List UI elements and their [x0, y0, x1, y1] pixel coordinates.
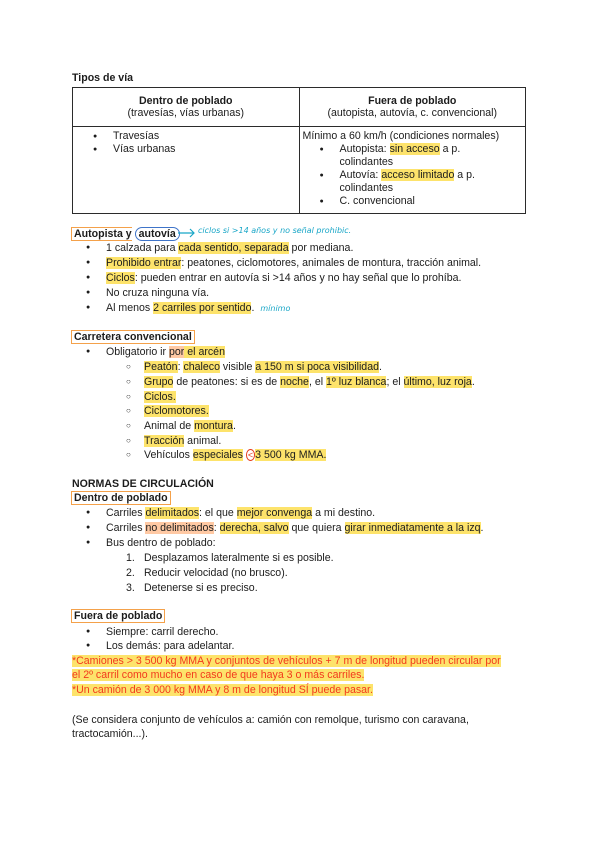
- autovia-circled: autovía: [135, 227, 180, 241]
- col1-head: Dentro de poblado: [138, 95, 233, 107]
- red-note: *Camiones > 3 500 kg MMA y conjuntos de vehículos + 7 m de longitud pueden circular por: [72, 655, 501, 667]
- step-item: Desplazamos lateralmente si es posible.: [144, 552, 334, 564]
- sub-item: ○ Peatón: chaleco visible a 150 m si poca visibilidad.: [144, 360, 382, 374]
- list-item: ● Vías urbanas: [113, 143, 175, 156]
- tipos-via-table: [72, 87, 526, 214]
- sub-item: ○ Grupo de peatones: si es de noche, el 1º luz blanca; el último, luz roja.: [144, 375, 475, 389]
- list-item: ● Los demás: para adelantar.: [106, 639, 234, 653]
- handwritten-note: ciclos si >14 años y no señal prohibic.: [198, 226, 352, 235]
- step-number: 3.: [126, 582, 135, 594]
- normas-title: NORMAS DE CIRCULACIÓN: [72, 478, 214, 490]
- list-item: ● C. convencional: [340, 195, 415, 208]
- list-item-cont: colindantes: [339, 182, 394, 194]
- sub-item: ○ Animal de montura.: [144, 419, 236, 433]
- list-item: ● No cruza ninguna vía.: [106, 286, 209, 300]
- red-note: *Un camión de 3 000 kg MMA y 8 m de longitud SÍ puede pasar.: [72, 684, 373, 696]
- handwritten-note: mínimo: [260, 304, 291, 313]
- table-header-fuera: [299, 88, 526, 127]
- note-line: (Se considera conjunto de vehículos a: camión con remolque, turismo con caravana,: [72, 714, 469, 726]
- sub-item: ○ Vehículos especiales < 3 500 kg MMA.: [144, 448, 326, 462]
- list-item: ● Siempre: carril derecho.: [106, 625, 218, 639]
- col2-sub: (autopista, autovía, c. convencional): [327, 107, 498, 119]
- list-item: ● Prohibido entrar: peatones, ciclomotores, animales de montura, tracción animal.: [106, 256, 481, 270]
- col1-sub: (travesías, vías urbanas): [127, 107, 245, 119]
- sub-item: ○ Ciclomotores.: [144, 404, 209, 418]
- carretera-heading: Carretera convencional: [71, 330, 195, 344]
- list-item: ● 1 calzada para cada sentido, separada por mediana.: [106, 241, 353, 255]
- autopista-heading: Autopista y autovía: [71, 227, 180, 241]
- list-item: ● Al menos 2 carriles por sentido. mínimo: [106, 301, 290, 316]
- list-item: ● Travesías: [113, 130, 159, 143]
- list-item-cont: colindantes: [339, 156, 394, 168]
- tipos-via-title: Tipos de vía: [72, 72, 134, 84]
- col2-head: Fuera de poblado: [368, 95, 457, 107]
- step-number: 1.: [126, 552, 135, 564]
- list-item: ● Carriles delimitados: el que mejor convenga a mi destino.: [106, 506, 375, 520]
- table-cell-fuera: [299, 127, 526, 214]
- note-line: tractocamión...).: [72, 728, 148, 740]
- list-item: ● Obligatorio ir por el arcén: [106, 345, 225, 359]
- sub-item: ○ Ciclos.: [144, 390, 176, 404]
- list-item: ● Autopista: sin acceso a p.: [340, 143, 461, 156]
- sub-item: ○ Tracción animal.: [144, 434, 221, 448]
- less-than-circled: <: [247, 450, 254, 460]
- step-item: Detenerse si es preciso.: [144, 582, 258, 594]
- list-item: ● Ciclos: pueden entrar en autovía si >14 años y no hay señal que lo prohíba.: [106, 271, 461, 285]
- fuera-heading: Fuera de poblado: [71, 609, 165, 623]
- col2-intro: Mínimo a 60 km/h (condiciones normales): [302, 130, 500, 142]
- table-header-dentro: [73, 88, 300, 127]
- dentro-heading: Dentro de poblado: [71, 491, 171, 505]
- step-item: Reducir velocidad (no brusco).: [144, 567, 288, 579]
- arrow-icon: [176, 226, 198, 240]
- list-item: ● Autovía: acceso limitado a p.: [340, 169, 475, 182]
- red-note: el 2º carril como mucho en caso de que haya 3 o más carriles.: [72, 669, 365, 681]
- table-cell-dentro: [73, 127, 300, 214]
- step-number: 2.: [126, 567, 135, 579]
- list-item: ● Bus dentro de poblado:: [106, 536, 216, 550]
- list-item: ● Carriles no delimitados: derecha, salvo que quiera girar inmediatamente a la izq.: [106, 521, 484, 535]
